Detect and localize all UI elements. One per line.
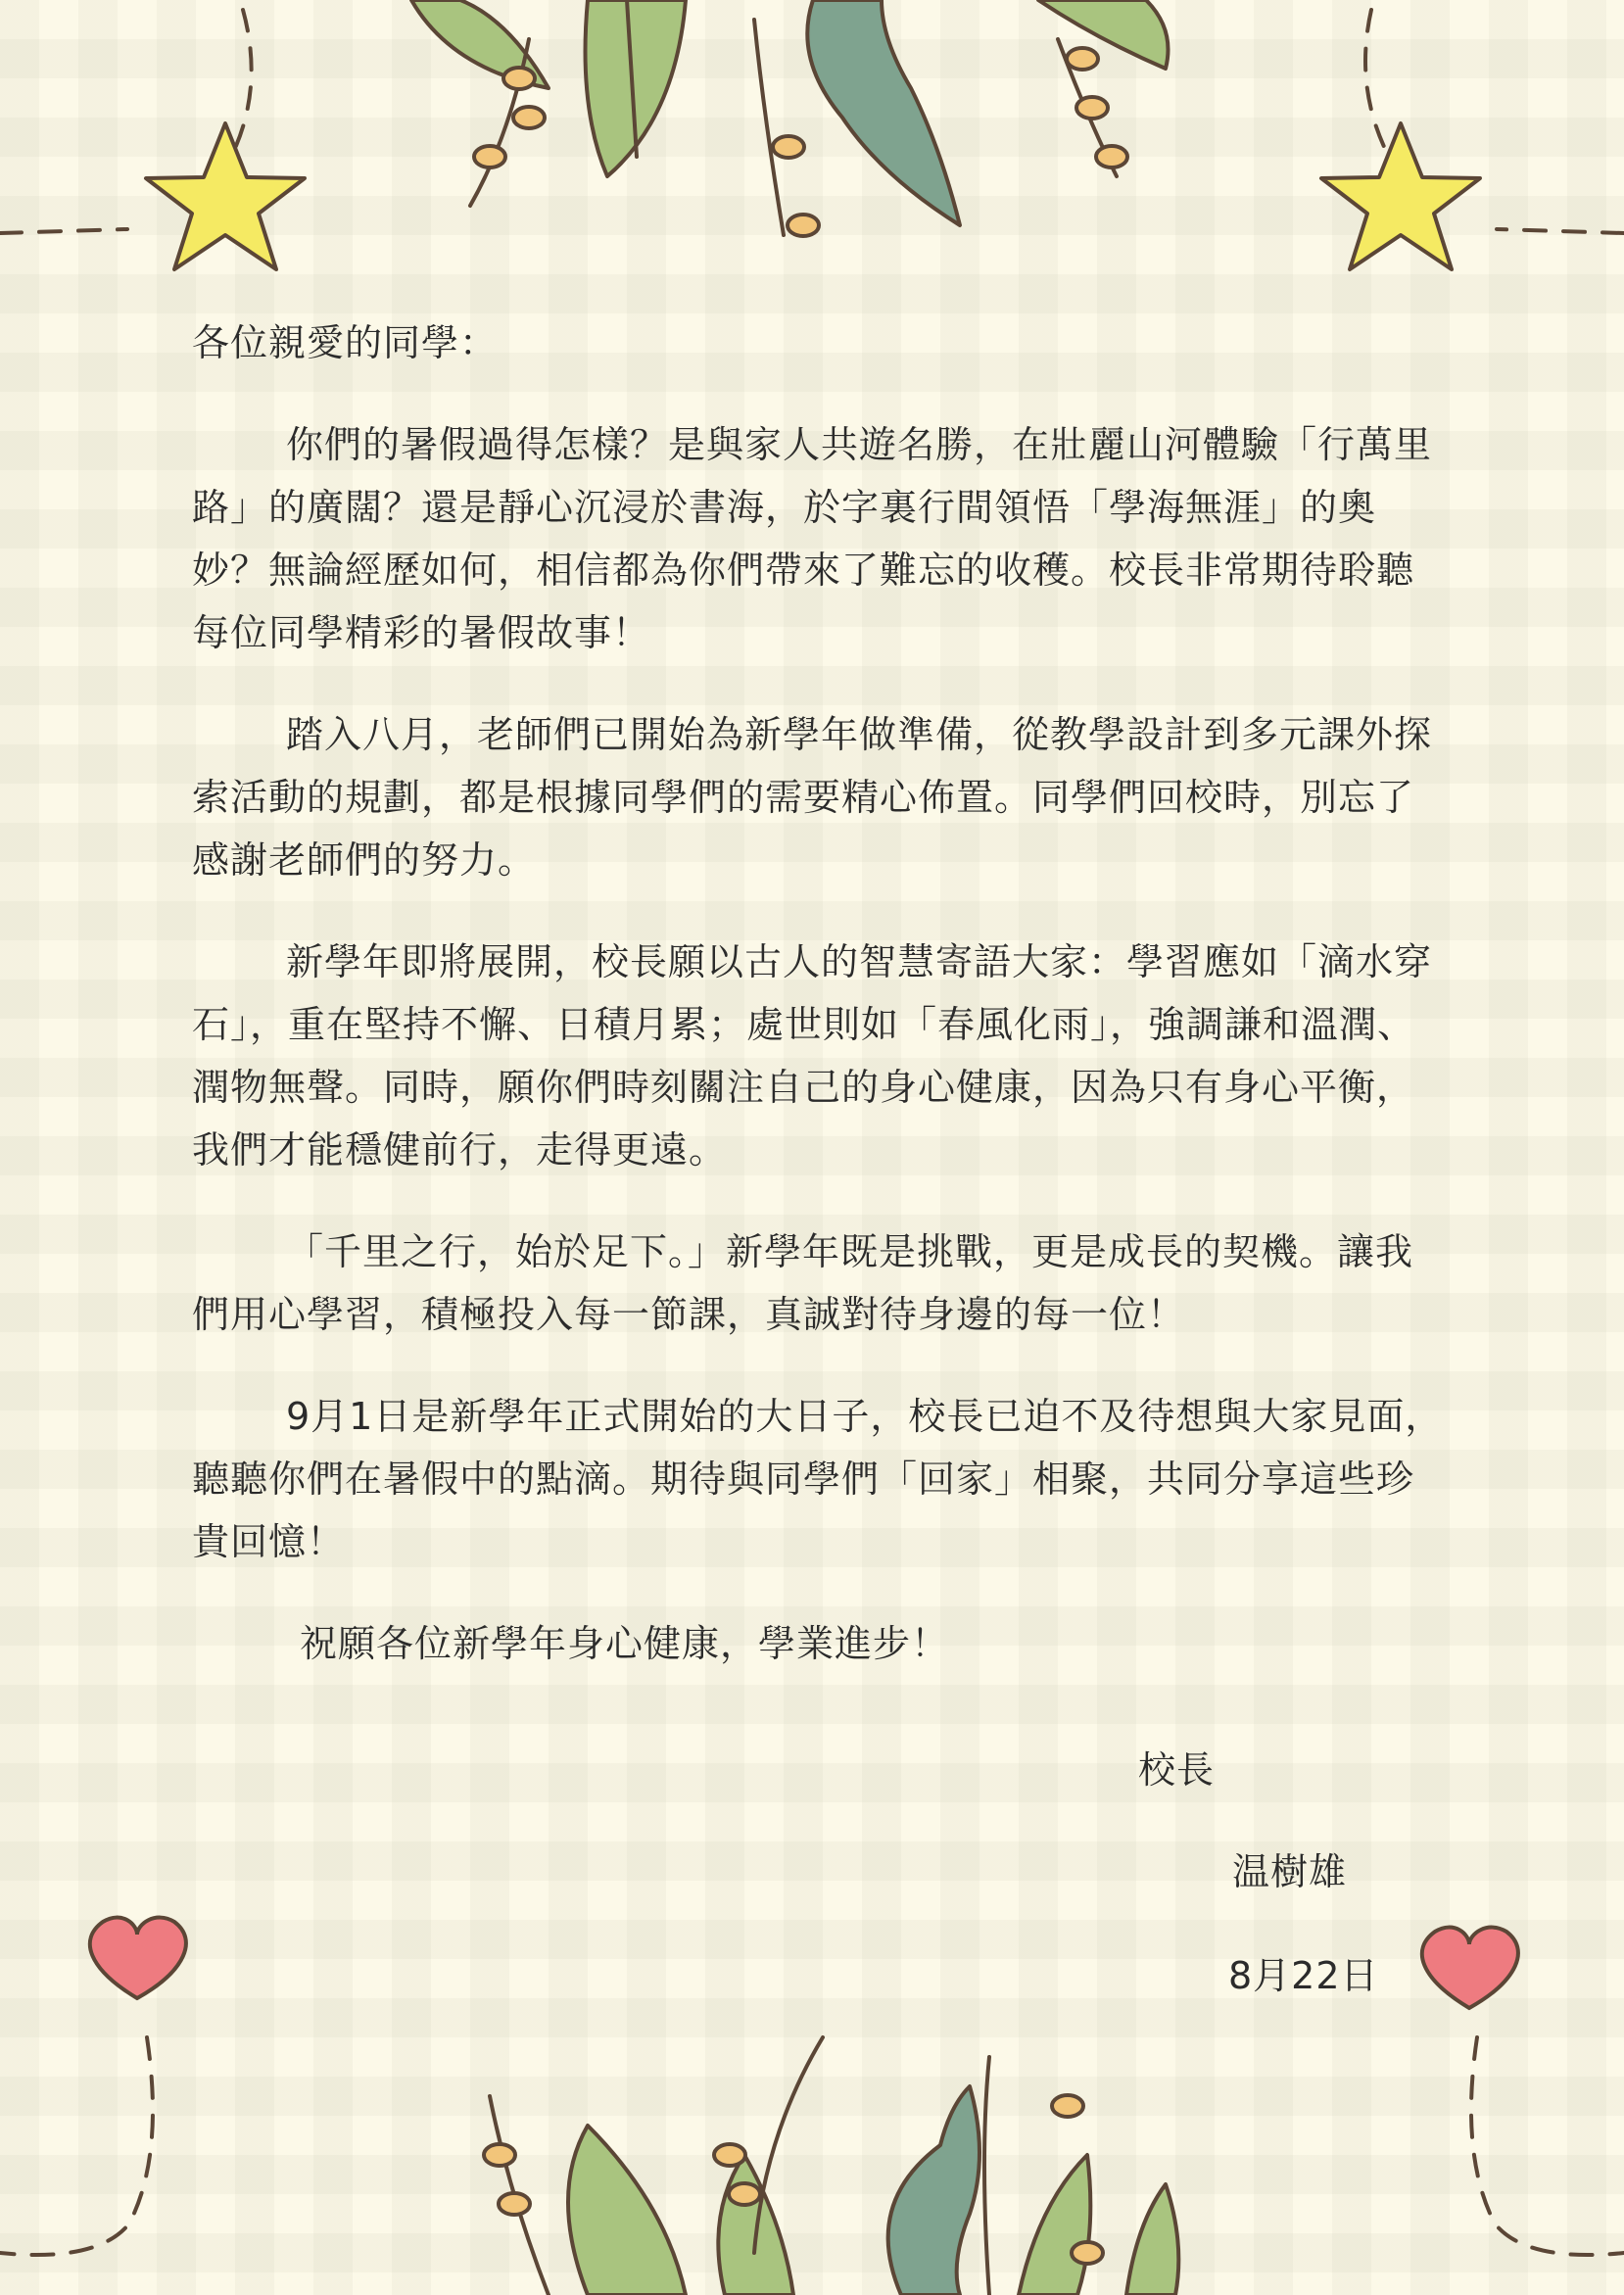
leaf-cluster-bottom-icon	[484, 2037, 1178, 2295]
paragraph: 「千里之行，始於足下。」新學年既是挑戰，更是成長的契機。讓我們用心學習，積極投入每一節課，真誠對待身邊的每一位！	[192, 1230, 1414, 1336]
leaf-cluster-top-icon	[411, 0, 1169, 236]
letter-date: 8月22日	[1228, 1954, 1379, 1997]
signature-title: 校長	[1138, 1748, 1216, 1792]
paragraph: 你們的暑假過得怎樣？是與家人共遊名勝，在壯麗山河體驗「行萬里路」的廣闊？還是靜心沉浸於書海，於字裏行間領悟「學海無涯」的奧妙？無論經歷如何，相信都為你們帶來了難忘的收穫。校長非常期待聆聽每位同學精彩的暑假故事！	[192, 423, 1433, 654]
closing-wish: 祝願各位新學年身心健康，學業進步！	[300, 1622, 950, 1665]
paragraph: 新學年即將展開，校長願以古人的智慧寄語大家：學習應如「滴水穿石」，重在堅持不懈、日積月累；處世則如「春風化雨」，強調謙和溫潤、潤物無聲。同時，願你們時刻關注自己的身心健康，因為只有身心平衡，我們才能穩健前行，走得更遠。	[192, 940, 1433, 1171]
paragraph: 踏入八月，老師們已開始為新學年做準備，從教學設計到多元課外探索活動的規劃，都是根據同學們的需要精心佈置。同學們回校時，別忘了感謝老師們的努力。	[192, 713, 1433, 882]
heart-icon	[90, 1918, 186, 1998]
star-icon	[1321, 123, 1480, 269]
star-icon	[146, 123, 305, 269]
signature-name: 温樹雄	[1232, 1850, 1348, 1893]
greeting: 各位親愛的同學：	[192, 321, 499, 364]
heart-icon	[1422, 1928, 1518, 2008]
letter-body	[192, 311, 1448, 1675]
paragraph: 9月1日是新學年正式開始的大日子，校長已迫不及待想與大家見面，聽聽你們在暑假中的點滴。期待與同學們「回家」相聚，共同分享這些珍貴回憶！	[192, 1395, 1444, 1563]
